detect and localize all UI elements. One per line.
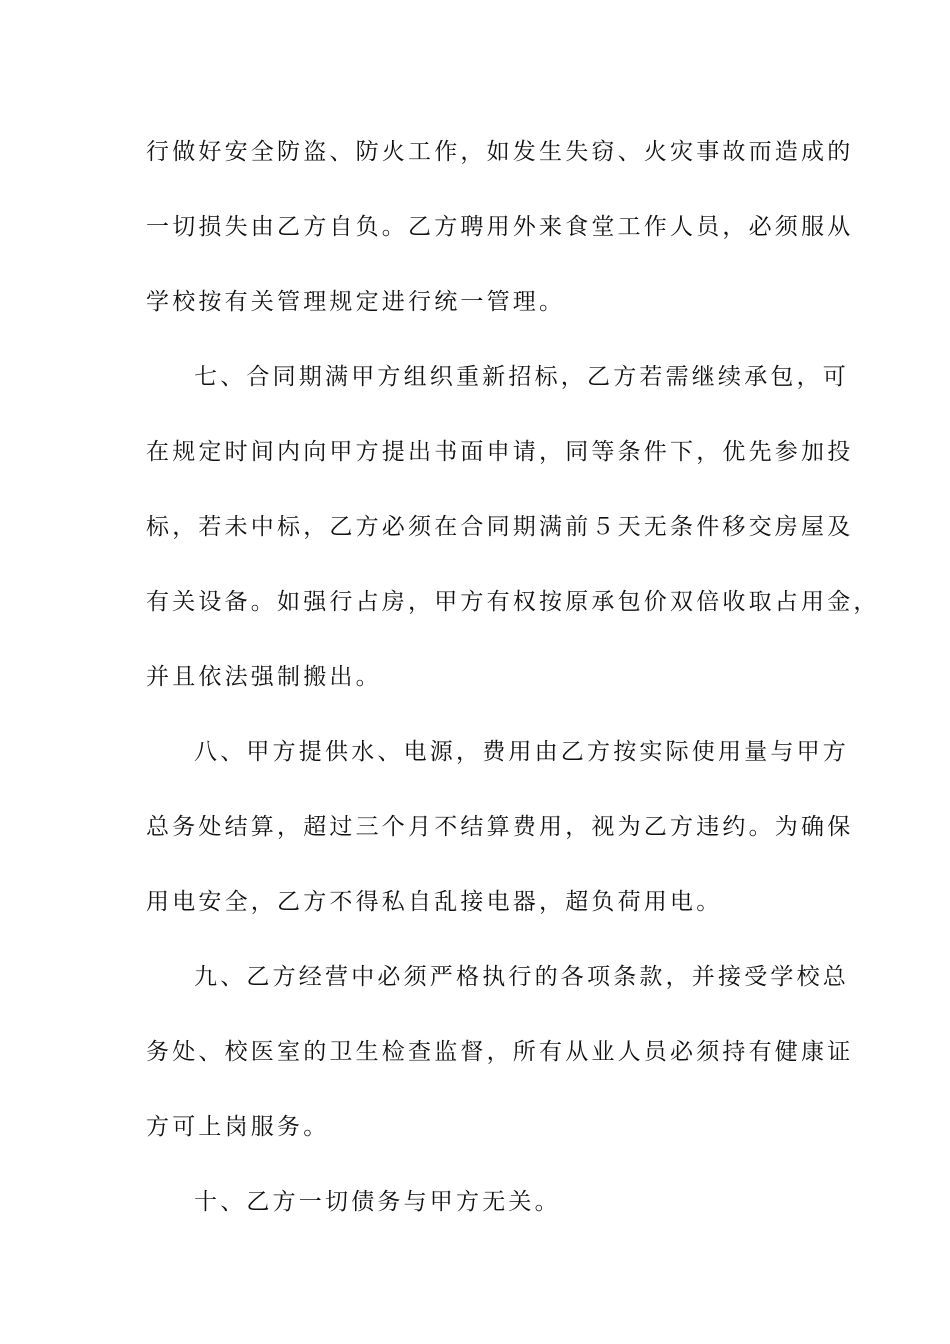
text-line: 九、乙方经营中必须严格执行的各项条款，并接受学校总 <box>194 964 849 990</box>
text-line: 十、乙方一切债务与甲方无关。 <box>194 1189 561 1215</box>
text-line: 总务处结算，超过三个月不结算费用，视为乙方违约。为确保 <box>146 814 854 840</box>
text-line: 标，若未中标，乙方必须在合同期满前５天无条件移交房屋及 <box>146 514 854 540</box>
text-line: 在规定时间内向甲方提出书面申请，同等条件下，优先参加投 <box>146 439 854 465</box>
text-line: 一切损失由乙方自负。乙方聘用外来食堂工作人员，必须服从 <box>146 214 854 240</box>
text-line: 用电安全，乙方不得私自乱接电器，超负荷用电。 <box>146 889 723 915</box>
text-line: 七、合同期满甲方组织重新招标，乙方若需继续承包，可 <box>194 364 849 390</box>
text-line: 行做好安全防盗、防火工作，如发生失窃、火灾事故而造成的 <box>146 139 854 165</box>
text-line: 方可上岗服务。 <box>146 1114 330 1140</box>
text-line: 八、甲方提供水、电源，费用由乙方按实际使用量与甲方 <box>194 739 849 765</box>
text-line: 学校按有关管理规定进行统一管理。 <box>146 289 566 315</box>
text-line: 有关设备。如强行占房，甲方有权按原承包价双倍收取占用金， <box>146 589 880 615</box>
text-line: 并且依法强制搬出。 <box>146 664 382 690</box>
text-line: 务处、校医室的卫生检查监督，所有从业人员必须持有健康证 <box>146 1039 854 1065</box>
